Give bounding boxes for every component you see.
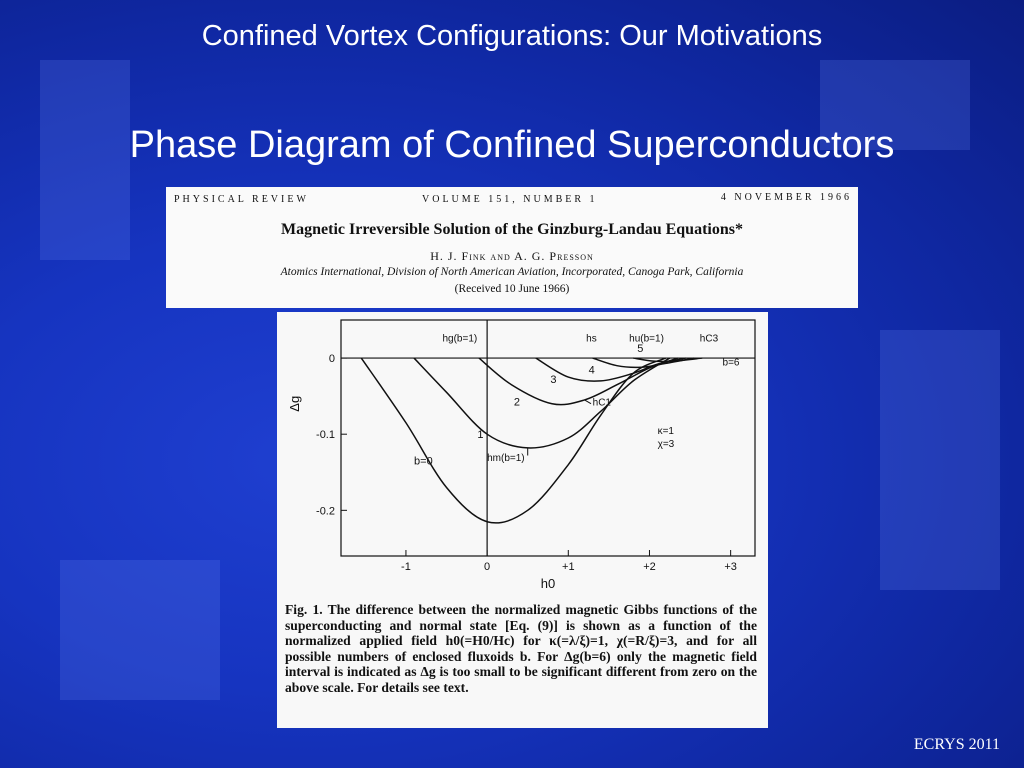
curve-label: 1: [477, 429, 484, 441]
chart-annotation: κ=1: [657, 426, 674, 438]
curve-label: 3: [550, 374, 557, 387]
journal-name: PHYSICAL REVIEW: [174, 194, 309, 205]
curve-label: 4: [588, 364, 595, 377]
paper-authors: H. J. Fink and A. G. Presson: [430, 249, 594, 263]
chart-annotation: hC1: [592, 397, 612, 409]
x-tick-label: 0: [484, 561, 491, 573]
background-blur: [880, 330, 1000, 590]
x-tick-label: +3: [724, 561, 737, 573]
marker-hc1: [585, 400, 591, 404]
chart-annotation: b=6: [722, 357, 740, 369]
curve-label: 5: [637, 342, 644, 355]
paper-affiliation: Atomics International, Division of North American Aviation, Incorporated, Canoga Park, California: [280, 266, 744, 278]
curve-label: b=0: [414, 455, 433, 468]
y-tick-label: -0.2: [316, 505, 335, 518]
x-tick-label: +1: [562, 561, 575, 573]
x-tick-label: +2: [643, 561, 656, 573]
journal-date: 4 NOVEMBER 1966: [720, 192, 852, 203]
paper-title: Magnetic Irreversible Solution of the Ginzburg-Landau Equations*: [281, 221, 743, 238]
chart-annotation: hm(b=1): [487, 452, 525, 464]
y-tick-label: 0: [328, 353, 335, 366]
y-axis-label: Δg: [287, 395, 302, 412]
plot-frame: [341, 320, 755, 556]
slide-footer: ECRYS 2011: [913, 736, 1000, 753]
journal-volume: VOLUME 151, NUMBER 1: [422, 194, 598, 205]
slide-title: Confined Vortex Configurations: Our Motivations: [201, 20, 823, 52]
chart-annotation: hg(b=1): [442, 333, 478, 345]
paper-received: (Received 10 June 1966): [454, 283, 570, 295]
curve-b1: [414, 358, 670, 448]
x-tick-label: -1: [401, 561, 411, 573]
x-axis-label: h0: [540, 576, 556, 591]
paper-header: [166, 187, 858, 308]
slide-subtitle: Phase Diagram of Confined Superconductors: [129, 124, 895, 166]
gibbs-chart: [277, 312, 768, 602]
chart-annotation: hC3: [699, 333, 719, 345]
figure-caption: Fig. 1. The difference between the normalized magnetic Gibbs functions of the superconducting and normal state [Eq. (9)] is shown as a function of the normalized applied field h0(=H0/Hc) for κ(=λ/ξ)=1, χ(=R/ξ)=3, and for all possible numbers of enclosed fluxoids b. For Δg(b=6) only the magnetic field interval is indicated as Δg is too small to be significant different from zero on the above scale. For details see text.: [285, 602, 757, 695]
chart-annotation: hu(b=1): [629, 333, 664, 345]
figure-panel: [277, 312, 768, 728]
y-tick-label: -0.1: [316, 429, 335, 442]
background-blur: [60, 560, 220, 700]
chart-annotation: hs: [586, 333, 597, 345]
curve-label: 2: [513, 396, 521, 409]
chart-annotation: χ=3: [657, 439, 675, 451]
